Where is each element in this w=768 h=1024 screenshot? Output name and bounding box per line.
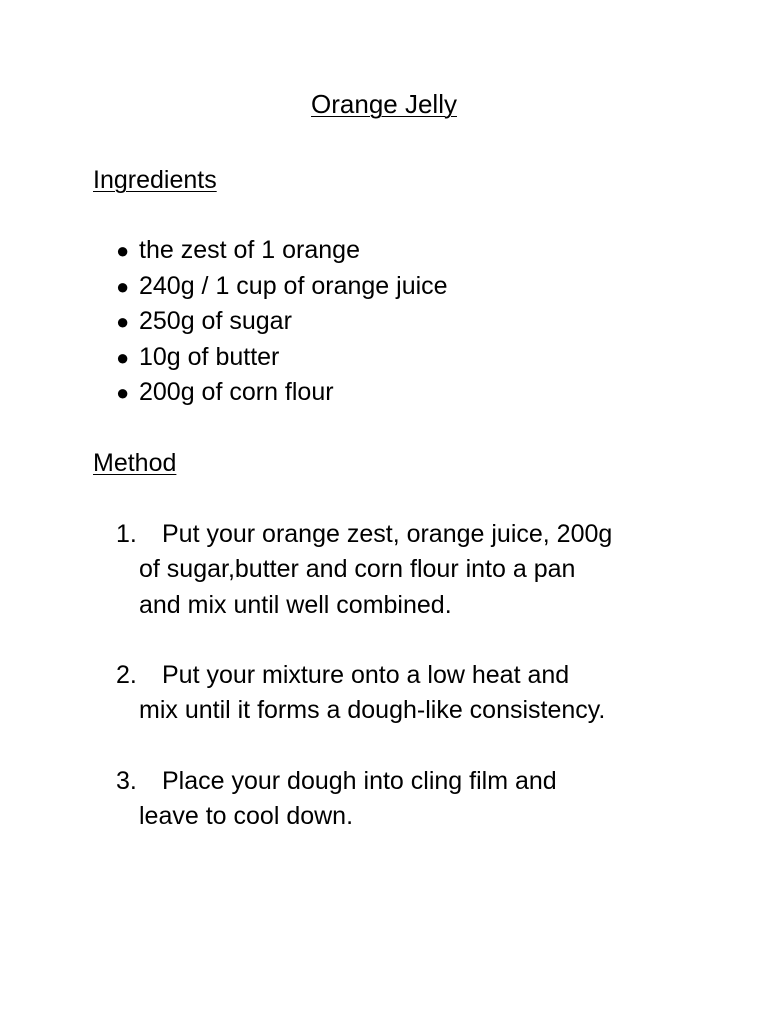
- step-line: [116, 517, 696, 552]
- ingredients-heading: Ingredients: [93, 166, 217, 194]
- ingredient-item: [116, 375, 448, 411]
- bullet-icon: ●: [116, 273, 130, 299]
- step-text: Put your orange zest, orange juice, 200g: [162, 520, 613, 548]
- bullet-icon: ●: [116, 380, 130, 405]
- step-line: of sugar,butter and corn flour into a pan: [139, 555, 576, 584]
- step-line: and mix until well combined.: [139, 590, 452, 619]
- ingredient-item: [116, 340, 448, 376]
- step-line: mix until it forms a dough-like consistency.: [139, 696, 606, 725]
- bullet-icon: ●: [116, 309, 130, 334]
- bullet-icon: ●: [116, 238, 130, 263]
- step-line: [116, 658, 696, 693]
- step-number: 1.: [116, 520, 137, 548]
- ingredient-item: [116, 269, 448, 305]
- ingredient-text: 200g of corn flour: [139, 378, 334, 406]
- method-step: [116, 764, 696, 835]
- step-text: Put your mixture onto a low heat and: [162, 661, 570, 689]
- step-text: Place your dough into cling film and: [162, 767, 557, 795]
- bullet-icon: ●: [116, 344, 130, 370]
- ingredient-text: the zest of 1 orange: [139, 236, 360, 264]
- page-title: Orange Jelly: [311, 89, 457, 119]
- method-step: [116, 658, 696, 729]
- method-heading: Method: [93, 449, 177, 477]
- ingredient-text: 10g of butter: [139, 342, 280, 371]
- ingredient-item: [116, 233, 448, 269]
- ingredient-item: [116, 304, 448, 340]
- ingredients-list: [116, 233, 448, 411]
- step-line: leave to cool down.: [139, 802, 354, 831]
- ingredient-text: 240g / 1 cup of orange juice: [139, 271, 448, 300]
- step-number: 3.: [116, 767, 137, 795]
- method-step: [116, 517, 696, 623]
- step-line: [116, 764, 696, 799]
- step-number: 2.: [116, 661, 137, 689]
- ingredient-text: 250g of sugar: [139, 307, 292, 335]
